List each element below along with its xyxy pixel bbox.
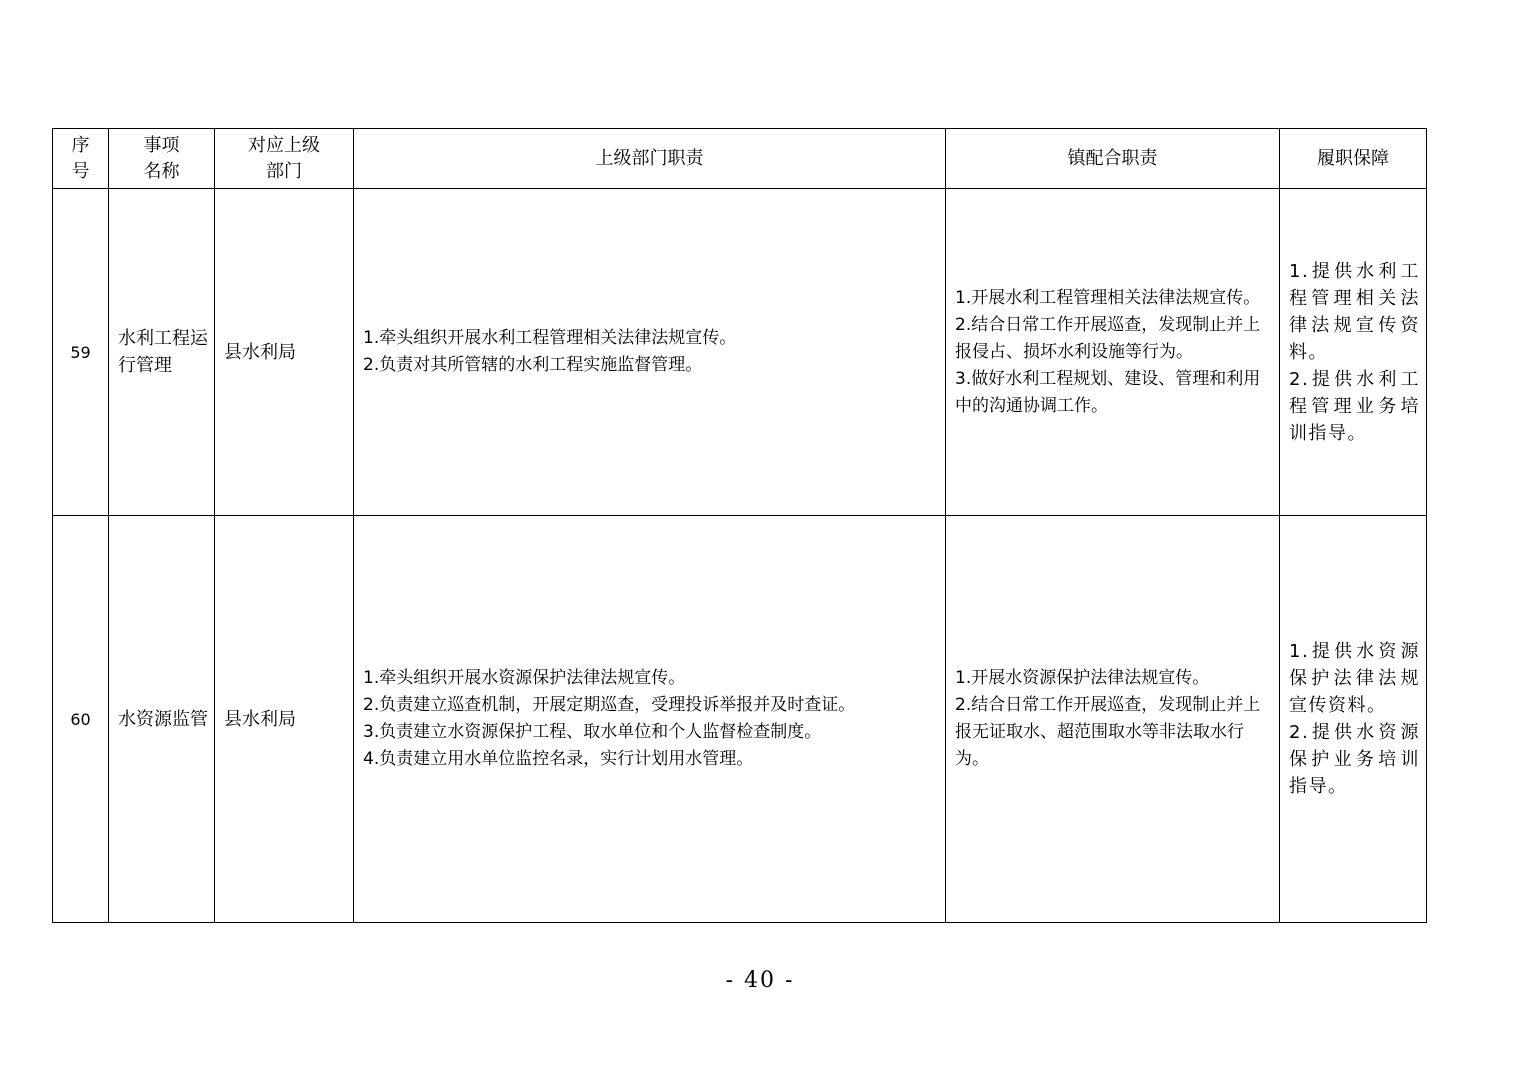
- header-seq-line-1: 序: [71, 134, 90, 156]
- guarantee-item: 1.提供水利工程管理相关法律法规宣传资料。: [1289, 260, 1420, 363]
- header-superior-dept: [215, 129, 354, 189]
- row-superior-dept: 县水利局: [215, 189, 354, 516]
- duty-table: [52, 128, 1427, 923]
- table-header-row: [53, 129, 1427, 189]
- duty-item: 2.结合日常工作开展巡查，发现制止并上报侵占、损坏水利设施等行为。: [955, 314, 1261, 362]
- duty-item: 2.负责建立巡查机制，开展定期巡查，受理投诉举报并及时查证。: [363, 695, 856, 715]
- duty-item: 1.牵头组织开展水资源保护法律法规宣传。: [363, 668, 686, 688]
- row-item-name: 水资源监管: [109, 516, 215, 923]
- header-seq-line-2: 号: [71, 160, 90, 182]
- row-item-name: 水利工程运行管理: [109, 189, 215, 516]
- guarantee-item: 1.提供水资源保护法律法规宣传资料。: [1289, 641, 1420, 716]
- duty-item: 3.做好水利工程规划、建设、管理和利用中的沟通协调工作。: [955, 368, 1261, 416]
- duty-item: 2.结合日常工作开展巡查，发现制止并上报无证取水、超范围取水等非法取水行为。: [955, 695, 1261, 769]
- guarantee-item: 2.提供水利工程管理业务培训指导。: [1289, 368, 1420, 444]
- row-seq: 59: [53, 189, 109, 516]
- row-superior-dept: 县水利局: [215, 516, 354, 923]
- table-row: [53, 189, 1427, 516]
- row-superior-duties: [354, 189, 946, 516]
- header-item-name-line-2: 名称: [143, 160, 180, 182]
- row-superior-duties: [354, 516, 946, 923]
- header-guarantee: 履职保障: [1280, 129, 1427, 189]
- duty-item: 1.牵头组织开展水利工程管理相关法律法规宣传。: [363, 328, 737, 348]
- duty-item: 3.负责建立水资源保护工程、取水单位和个人监督检查制度。: [363, 722, 822, 742]
- header-seq: [53, 129, 109, 189]
- row-town-duties: [946, 189, 1280, 516]
- header-item-name: [109, 129, 215, 189]
- header-superior-dept-line-1: 对应上级: [248, 134, 320, 156]
- duty-item: 1.开展水利工程管理相关法律法规宣传。: [955, 287, 1261, 308]
- duty-item: 2.负责对其所管辖的水利工程实施监督管理。: [363, 355, 703, 375]
- header-town-duties: 镇配合职责: [946, 129, 1280, 189]
- duty-item: 1.开展水资源保护法律法规宣传。: [955, 668, 1210, 688]
- header-superior-duties: 上级部门职责: [354, 129, 946, 189]
- row-guarantee: [1280, 516, 1427, 923]
- table-row: [53, 516, 1427, 923]
- page-number: - 40 -: [725, 968, 795, 993]
- row-guarantee: [1280, 189, 1427, 516]
- guarantee-item: 2.提供水资源保护业务培训指导。: [1289, 722, 1420, 797]
- header-item-name-line-1: 事项: [143, 134, 180, 156]
- header-superior-dept-line-2: 部门: [266, 160, 302, 182]
- duty-item: 4.负责建立用水单位监控名录，实行计划用水管理。: [363, 749, 754, 769]
- row-seq: 60: [53, 516, 109, 923]
- row-town-duties: [946, 516, 1280, 923]
